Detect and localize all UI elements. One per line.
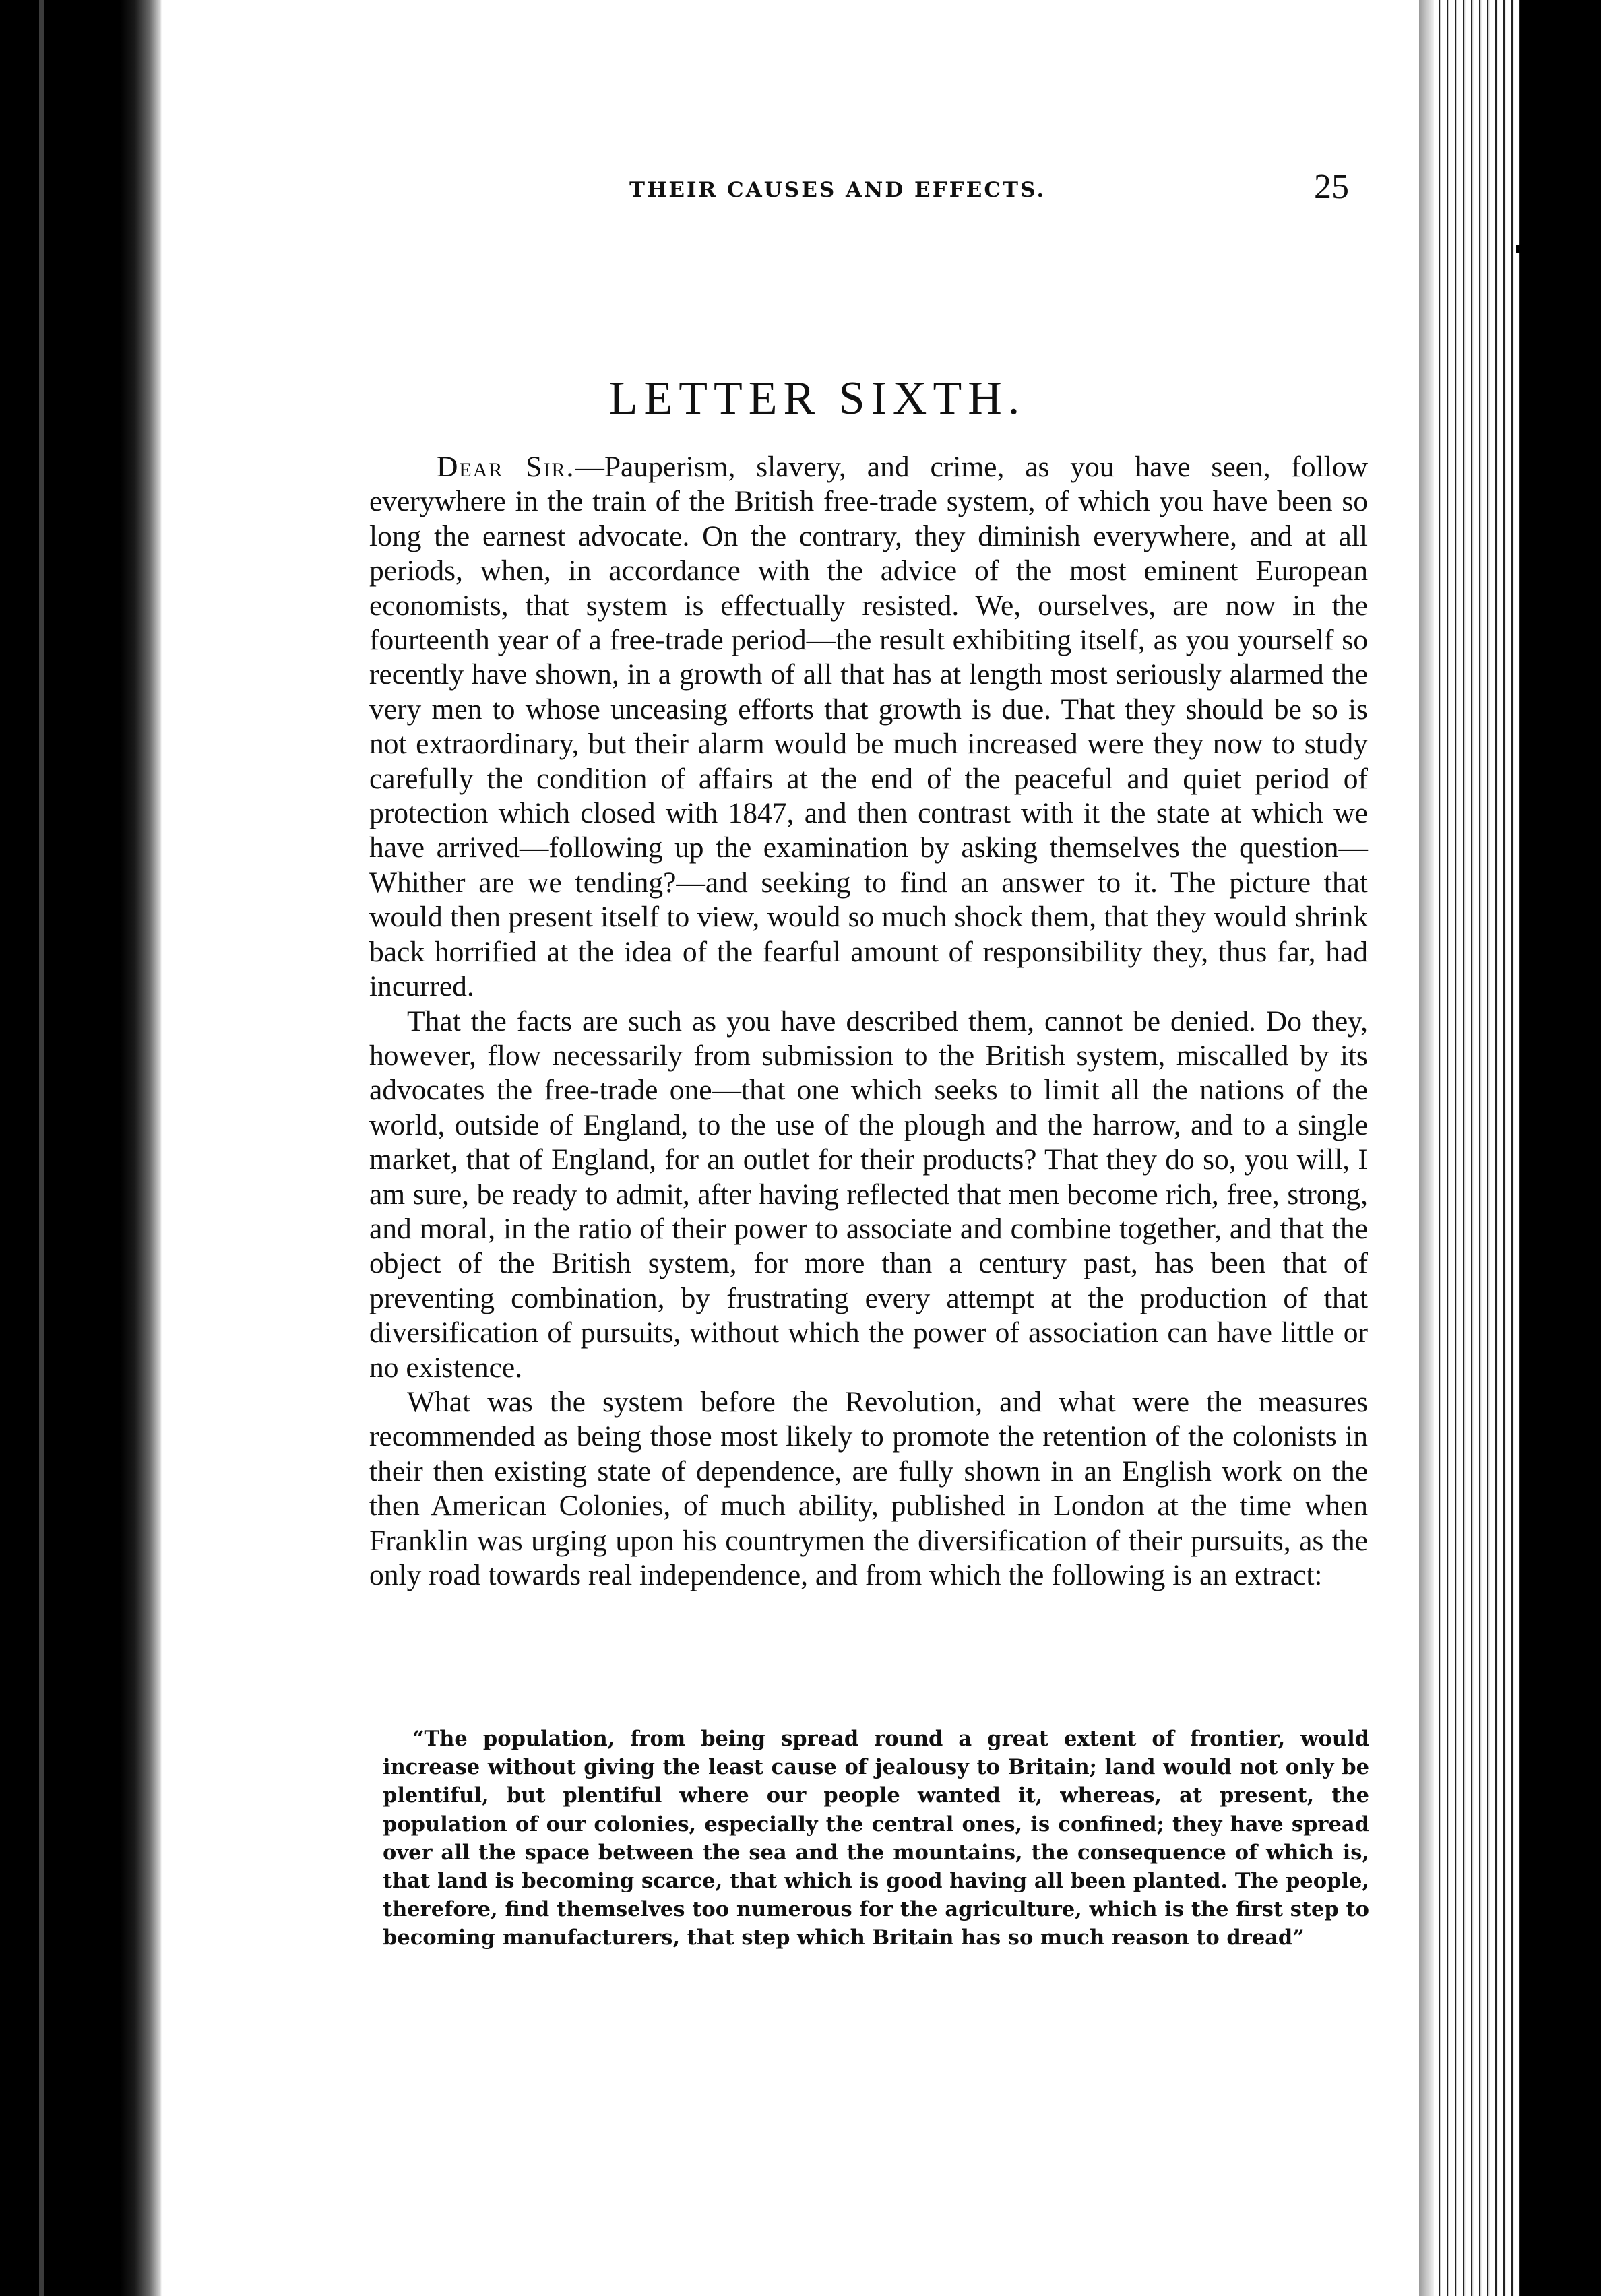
- block-quote: [383, 1725, 1369, 1952]
- gutter-line: [39, 0, 44, 2296]
- paragraph-1-text: —Pauperism, slavery, and crime, as you have seen, follow everywhere in the train of the British free-trade system, of which you have been so long the earnest advocate. On the contrary, they diminish everywhere, and at all periods, when, in accordance with the advice of the most eminent European economists, that system is effectually resisted. We, ourselves, are now in the fourteenth year of a free-trade period—the result exhibiting itself, as you yourself so recently have shown, in a growth of all that has at length most seriously alarmed the very men to whose unceasing efforts that growth is due. That they should be so is not extraordinary, but their alarm would be much increased were they now to study carefully the condition of affairs at the end of the peaceful and quiet period of protection which closed with 1847, and then contrast with it the state at which we have arrived—following up the examination by asking themselves the question—Whither are we tending?—and seeking to find an answer to it. The picture that would then present itself to view, would so much shock them, that they would shrink back horrified at the idea of the fearful amount of responsibility they, thus far, had incurred.: [369, 451, 1369, 1003]
- running-head: THEIR CAUSES AND EFFECTS.: [629, 178, 1046, 202]
- paragraph-3: What was the system before the Revolution, and what were the measures recommended as being those most likely to promote the retention of the colonists in their then existing state of dependence, are fully shown in an English work on the then American Colonies, of much ability, published in London at the time when Franklin was urging upon his countrymen the diversification of their pursuits, as the only road towards real independence, and from which the following is an extract:: [369, 1385, 1368, 1591]
- paragraph-1: [369, 450, 1368, 1004]
- facing-page-edge: [0, 0, 162, 2296]
- scan-border: [1520, 0, 1601, 2296]
- scan-speck: [1516, 245, 1524, 253]
- salutation: Dear Sir.: [437, 451, 575, 483]
- quote-text: “The population, from being spread round a great extent of frontier, would increase without giving the least cause of jealousy to Britain; land would not only be plentiful, but plentiful where our people wanted it, whereas, at present, the population of our colonies, especially the central ones, is confined; they have spread over all the space between the sea and the mountains, the consequence of which is, that land is becoming scarce, that which is good having all been planted. The people, therefore, find themselves too numerous for the agriculture, which is the first step to becoming manufacturers, that step which Britain has so much reason to dread”: [383, 1727, 1369, 1950]
- letter-title: LETTER SIXTH.: [608, 373, 1026, 424]
- page-stack-shadow: [1419, 0, 1434, 2296]
- letter-body: [369, 450, 1368, 1593]
- paragraph-2: That the facts are such as you have described them, cannot be denied. Do they, however, flow necessarily from submission to the British system, miscalled by its advocates the free-trade one—that one which seeks to limit all the nations of the world, outside of England, to the use of the plough and the harrow, and to a single market, that of England, for an outlet for their products? That they do so, you will, I am sure, be ready to admit, after having reflected that men become rich, free, strong, and moral, in the ratio of their power to associate and combine together, and that the object of the British system, for more than a century past, has been that of preventing combination, by frustrating every attempt at the production of that diversification of pursuits, without which the power of association can have little or no existence.: [369, 1004, 1368, 1384]
- page-number: 25: [1314, 168, 1349, 206]
